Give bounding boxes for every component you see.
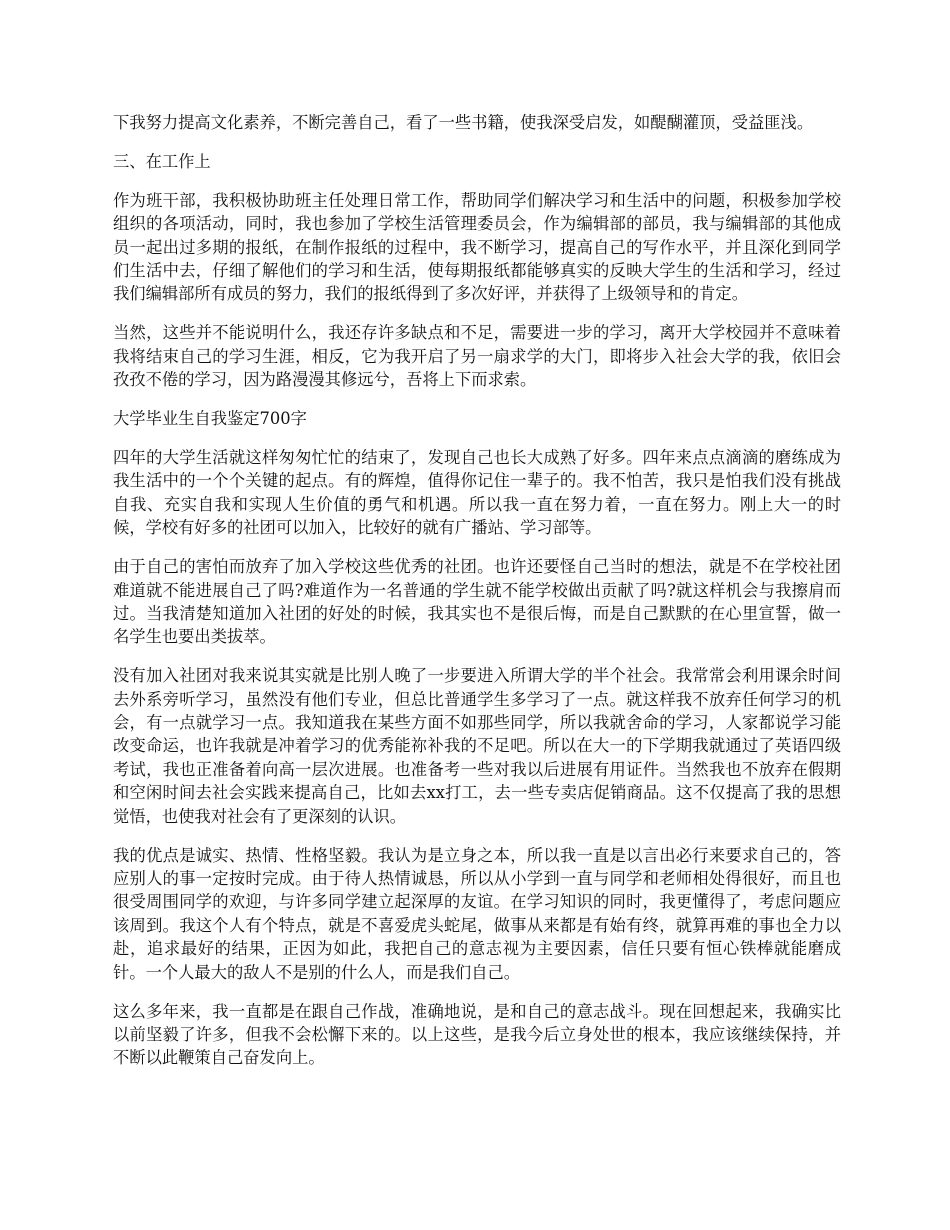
paragraph-shortcomings: 当然，这些并不能说明什么，我还存许多缺点和不足，需要进一步的学习，离开大学校园并不意味着我将结束自己的学习生涯，相反，它为我开启了另一扇求学的大门，即将步入社会大学的我，依旧会孜孜不倦的学习，因为路漫漫其修远兮，吾将上下而求索。 [113,323,841,390]
paragraph-strengths: 我的优点是诚实、热情、性格坚毅。我认为是立身之本，所以我一直是以言出必行来要求自己的，答应别人的事一定按时完成。由于待人热情诚恳，所以从小学到一直与同学和老师相处得很好，而且也很受周围同学的欢迎，与许多同学建立起深厚的友谊。在学习知识的同时，我更懂得了，考虑问题应该周到。我这个人有个特点，就是不喜爱虎头蛇尾，做事从来都是有始有终，就算再难的事也全力以赴，追求最好的结果，正因为如此，我把自己的意志视为主要因素，信任只要有恒心铁棒就能磨成针。一个人最大的敌人不是别的什么人，而是我们自己。 [113,845,841,982]
article-title: 大学毕业生自我鉴定700字 [113,409,307,429]
paragraph-intro-continuation: 下我努力提高文化素养，不断完善自己，看了一些书籍，使我深受启发，如醍醐灌顶，受益匪浅。 [113,113,814,132]
paragraph-clubs: 由于自己的害怕而放弃了加入学校这些优秀的社团。也许还要怪自己当时的想法，就是不在学校社团难道就不能进展自己了吗?难道作为一名普通的学生就不能学校做出贡献了吗?就这样机会与我擦肩而过。当我清楚知道加入社团的好处的时候，我其实也不是很后悔，而是自己默默的在心里宣誓，做一名学生也要出类拔萃。 [113,557,841,647]
paragraph-class-cadre: 作为班干部，我积极协助班主任处理日常工作，帮助同学们解决学习和生活中的问题，积极参加学校组织的各项活动，同时，我也参加了学校生活管理委员会，作为编辑部的部员，我与编辑部的其他成员一起出过多期的报纸，在制作报纸的过程中，我不断学习，提高自己的写作水平，并且深化到同学们生活中去，仔细了解他们的学习和生活，使每期报纸都能够真实的反映大学生的生活和学习，经过我们编辑部所有成员的努力，我们的报纸得到了多次好评，并获得了上级领导和的肯定。 [113,190,841,304]
paragraph-self-study: 没有加入社团对我来说其实就是比别人晚了一步要进入所谓大学的半个社会。我常常会利用课余时间去外系旁听学习，虽然没有他们专业，但总比普通学生多学习了一点。就这样我不放弃任何学习的机会，有一点就学习一点。我知道我在某些方面不如那些同学，所以我就舍命的学习，人家都说学习能改变命运，也许我就是冲着学习的优秀能祢补我的不足吧。所以在大一的下学期我就通过了英语四级考试，我也正准备着向高一层次进展。也准备考一些对我以后进展有用证件。当然我也不放弃在假期和空闲时间去社会实践来提高自己，比如去xx打工，去一些专卖店促销商品。这不仅提高了我的思想觉悟，也使我对社会有了更深刻的认识。 [113,666,841,826]
paragraph-conclusion: 这么多年来，我一直都是在跟自己作战，准确地说，是和自己的意志战斗。现在回想起来，我确实比以前坚毅了许多，但我不会松懈下来的。以上这些，是我今后立身处世的根本，我应该继续保持，并不断以此鞭策自己奋发向上。 [113,1001,841,1068]
document-body [113,111,841,1085]
paragraph-four-years: 四年的大学生活就这样匆匆忙忙的结束了，发现自己也长大成熟了好多。四年来点点滴滴的磨练成为我生活中的一个个关键的起点。有的辉煌，值得你记住一辈子的。我不怕苦，我只是怕我们没有挑战自我、充实自我和实现人生价值的勇气和机遇。所以我一直在努力着，一直在努力。刚上大一的时候，学校有好多的社团可以加入，比较好的就有广播站、学习部等。 [113,447,841,538]
section-heading-work: 三、在工作上 [113,151,211,171]
